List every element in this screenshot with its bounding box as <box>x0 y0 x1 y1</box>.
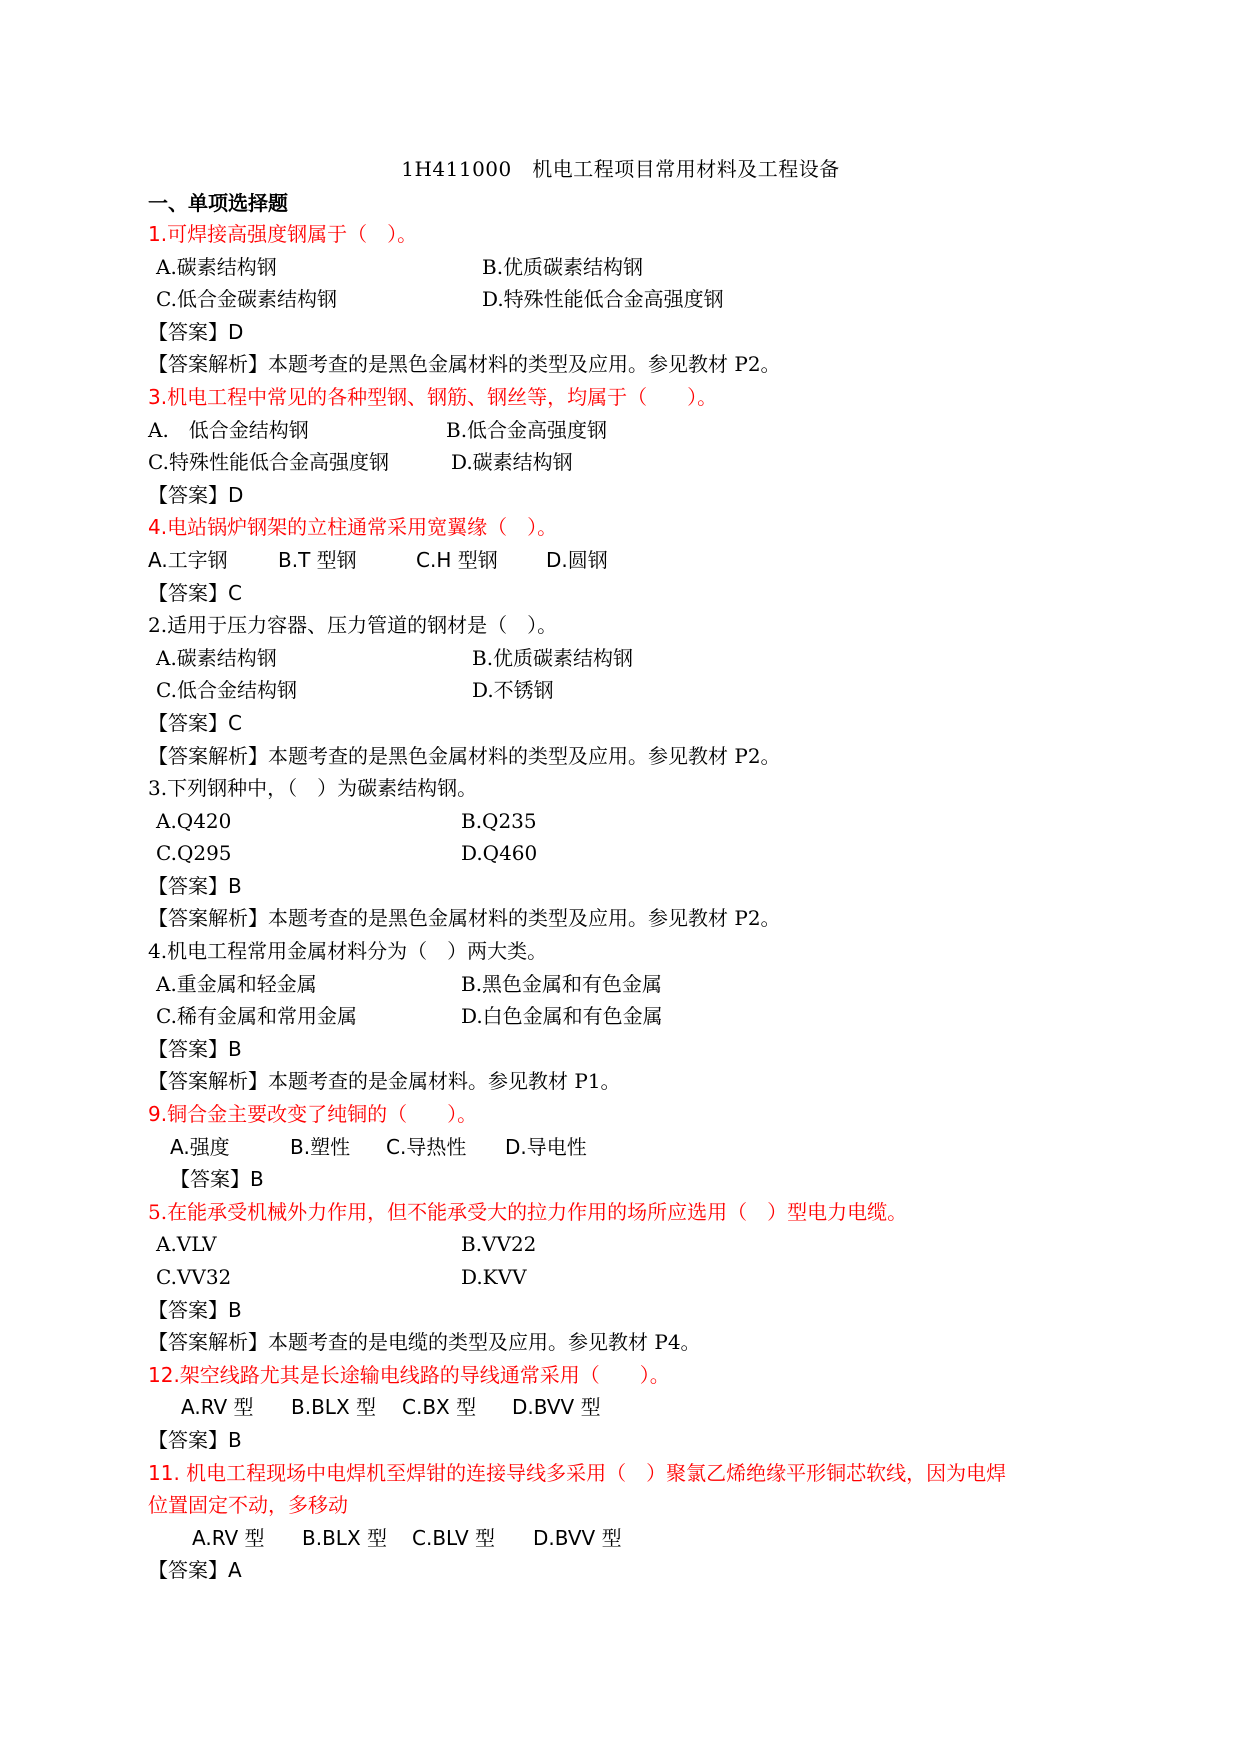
option-b: B.低合金高强度钢 <box>446 417 608 442</box>
analysis-text: 本题考查的是黑色金属材料的类型及应用。参见教材 P2。 <box>268 906 781 931</box>
option-c: C.BX 型 <box>402 1395 477 1420</box>
question-stem: 3.机电工程中常见的各种型钢、钢筋、钢丝等，均属于（ ）。 <box>148 384 718 409</box>
question-stem: 1.可焊接高强度钢属于（ ）。 <box>148 222 418 246</box>
option-c: C.VV32 <box>156 1265 232 1289</box>
answer-line <box>148 1163 1108 1196</box>
option-a: A.重金属和轻金属 <box>156 971 317 996</box>
question-stem: 5.在能承受机械外力作用，但不能承受大的拉力作用的场所应选用（ ）型电力电缆。 <box>148 1199 908 1224</box>
option-c: C.H 型钢 <box>416 547 498 572</box>
answer-label: 【答案】 <box>148 710 228 735</box>
question-stem: 3.下列钢种中，（ ）为碳素结构钢。 <box>148 776 478 801</box>
analysis-text: 本题考查的是金属材料。参见教材 P1。 <box>268 1069 621 1094</box>
option-row <box>148 544 1108 577</box>
question-stem: 12.架空线路尤其是长途输电线路的导线通常采用（ ）。 <box>148 1362 670 1387</box>
option-row <box>148 1261 1108 1294</box>
question-stem-line-1: 11. 机电工程现场中电焊机至焊钳的连接导线多采用（ ）聚氯乙烯绝缘平形铜芯软线，因为电焊 <box>148 1460 1007 1485</box>
question-stem: 4.机电工程常用金属材料分为（ ）两大类。 <box>148 939 548 964</box>
answer-value: A <box>228 1558 242 1583</box>
answer-value: C <box>228 580 242 605</box>
option-row <box>148 1522 1108 1555</box>
answer-line <box>148 1033 1108 1066</box>
option-row <box>148 805 1108 838</box>
option-c: C.导热性 <box>386 1134 467 1159</box>
option-d: D.圆钢 <box>546 547 608 572</box>
answer-line <box>148 707 1108 740</box>
analysis-line <box>148 1326 1108 1359</box>
answer-line <box>148 316 1108 349</box>
analysis-line <box>148 740 1108 773</box>
question-stem-line-2: 位置固定不动，多移动 <box>148 1493 348 1518</box>
answer-line <box>148 1554 1108 1587</box>
option-d: D.白色金属和有色金属 <box>461 1004 663 1029</box>
analysis-label: 【答案解析】 <box>148 906 268 931</box>
option-b: B.优质碳素结构钢 <box>472 645 634 670</box>
answer-label: 【答案】 <box>170 1167 250 1192</box>
option-b: B.T 型钢 <box>278 547 357 572</box>
answer-label: 【答案】 <box>148 319 228 344</box>
option-b: B.黑色金属和有色金属 <box>461 971 663 996</box>
analysis-label: 【答案解析】 <box>148 1330 268 1355</box>
answer-value: C <box>228 710 242 735</box>
option-a: A.碳素结构钢 <box>156 645 277 670</box>
question-list <box>148 218 1108 1587</box>
answer-label: 【答案】 <box>148 482 228 507</box>
analysis-line <box>148 1065 1108 1098</box>
option-c: C.低合金碳素结构钢 <box>156 287 337 312</box>
answer-line <box>148 1424 1108 1457</box>
option-a: A.工字钢 <box>148 547 228 572</box>
option-c: C.BLV 型 <box>412 1525 496 1550</box>
answer-value: B <box>228 1297 242 1322</box>
option-d: D.BVV 型 <box>512 1395 601 1420</box>
option-c: C.稀有金属和常用金属 <box>156 1004 357 1029</box>
section-heading: 一、单项选择题 <box>148 191 288 215</box>
analysis-label: 【答案解析】 <box>148 352 268 377</box>
option-b: B.优质碳素结构钢 <box>482 254 644 279</box>
answer-label: 【答案】 <box>148 1427 228 1452</box>
answer-label: 【答案】 <box>148 873 228 898</box>
answer-line <box>148 870 1108 903</box>
analysis-line <box>148 348 1108 381</box>
option-row <box>148 283 1108 316</box>
answer-line <box>148 577 1108 610</box>
option-a: A.Q420 <box>156 808 232 833</box>
answer-value: B <box>250 1167 264 1192</box>
document-title: 1H411000 机电工程项目常用材料及工程设备 <box>401 157 840 181</box>
answer-value: B <box>228 873 242 898</box>
option-b: B.塑性 <box>290 1134 351 1159</box>
option-d: D.特殊性能低合金高强度钢 <box>482 287 724 312</box>
option-a: A.RV 型 <box>181 1395 254 1420</box>
option-b: B.Q235 <box>461 808 537 833</box>
option-row <box>148 837 1108 870</box>
answer-value: D <box>228 319 244 344</box>
option-d: D.Q460 <box>461 841 538 866</box>
answer-line <box>148 479 1108 512</box>
option-row <box>148 968 1108 1001</box>
option-row <box>148 414 1108 447</box>
option-d: D.碳素结构钢 <box>451 450 573 475</box>
option-d: D.KVV <box>461 1265 527 1289</box>
option-row <box>148 1131 1108 1164</box>
option-a: A.VLV <box>156 1232 217 1257</box>
analysis-text: 本题考查的是黑色金属材料的类型及应用。参见教材 P2。 <box>268 743 781 768</box>
answer-label: 【答案】 <box>148 1297 228 1322</box>
option-a: A.强度 <box>170 1134 230 1159</box>
option-b: B.VV22 <box>461 1232 537 1257</box>
option-row <box>148 1228 1108 1261</box>
option-row <box>148 1000 1108 1033</box>
analysis-text: 本题考查的是电缆的类型及应用。参见教材 P4。 <box>268 1330 701 1355</box>
analysis-line <box>148 902 1108 935</box>
option-b: B.BLX 型 <box>302 1525 387 1550</box>
option-d: D.不锈钢 <box>472 678 554 703</box>
analysis-label: 【答案解析】 <box>148 743 268 768</box>
option-b: B.BLX 型 <box>291 1395 376 1420</box>
option-row <box>148 1391 1108 1424</box>
question-stem: 4.电站锅炉钢架的立柱通常采用宽翼缘（ ）。 <box>148 515 558 540</box>
option-a: A.碳素结构钢 <box>156 254 277 279</box>
option-row <box>148 642 1108 675</box>
answer-label: 【答案】 <box>148 1558 228 1583</box>
answer-value: B <box>228 1036 242 1061</box>
answer-label: 【答案】 <box>148 580 228 605</box>
option-c: C.特殊性能低合金高强度钢 <box>148 450 389 475</box>
answer-value: B <box>228 1427 242 1452</box>
option-a: A.RV 型 <box>192 1525 265 1550</box>
option-c: C.低合金结构钢 <box>156 678 297 703</box>
analysis-text: 本题考查的是黑色金属材料的类型及应用。参见教材 P2。 <box>268 352 781 377</box>
analysis-label: 【答案解析】 <box>148 1069 268 1094</box>
answer-line <box>148 1294 1108 1327</box>
option-c: C.Q295 <box>156 841 232 866</box>
question-stem: 9.铜合金主要改变了纯铜的（ ）。 <box>148 1102 478 1127</box>
option-d: D.导电性 <box>505 1134 587 1159</box>
option-d: D.BVV 型 <box>533 1525 622 1550</box>
question-stem: 2.适用于压力容器、压力管道的钢材是（ ）。 <box>148 613 558 638</box>
option-row <box>148 446 1108 479</box>
option-a: A. 低合金结构钢 <box>148 417 309 442</box>
answer-value: D <box>228 482 244 507</box>
option-row <box>148 674 1108 707</box>
option-row <box>148 251 1108 284</box>
answer-label: 【答案】 <box>148 1036 228 1061</box>
